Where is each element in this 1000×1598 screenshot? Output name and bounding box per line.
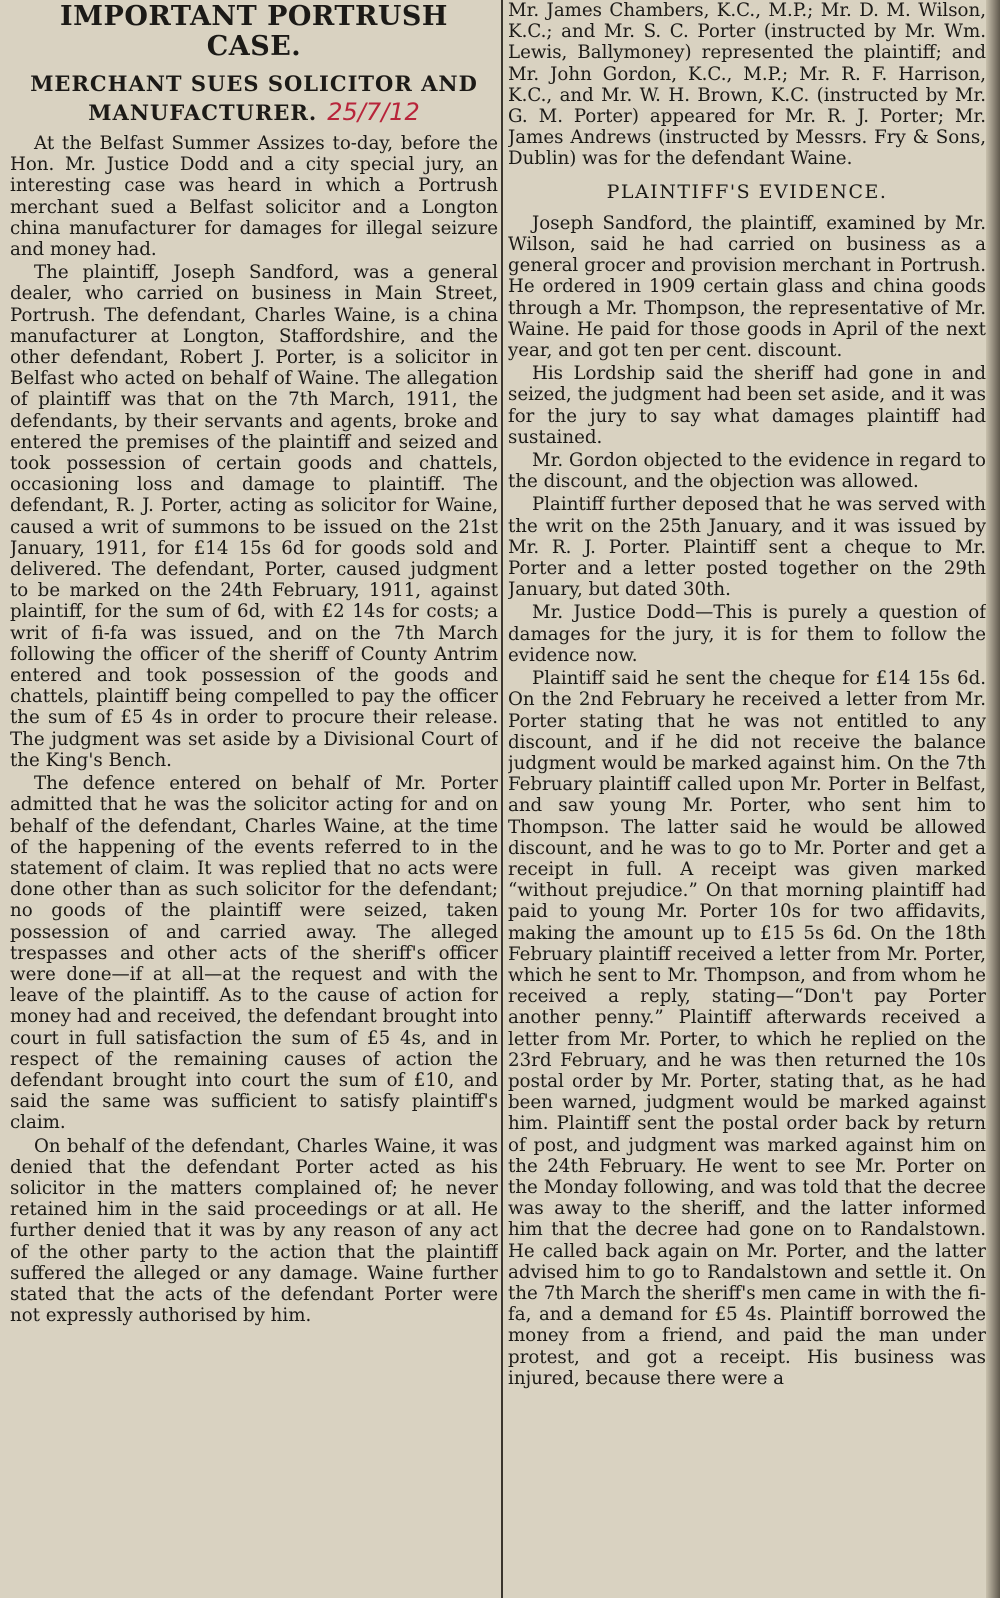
counsel-paragraph: Mr. James Chambers, K.C., M.P.; Mr. D. M. Wilson, K.C.; and Mr. S. C. Porter (instructed by Mr. Wm. Lewis, Ballymoney) represented the plaintiff; and Mr. John Gordon, K.C., M.P.; Mr. R. F. Harrison, K.C., and Mr. W. H. Brown, K.C. (instructed by Mr. G. M. Porter) appeared for Mr. R. J. Porter; Mr. James Andrews (instructed by Messrs. Fry & Sons, Dublin) was for the defendant Waine.: [508, 0, 986, 170]
article-paragraph: Plaintiff said he sent the cheque for £14 15s 6d. On the 2nd February he received a letter from Mr. Porter stating that he was not entitled to any discount, and if he did not receive the balance judgment would be marked against him. On the 7th February plaintiff called upon Mr. Porter in Belfast, and saw young Mr. Porter, who sent him to Thompson. The latter said he would be allowed discount, and he was to go to Mr. Porter and get a receipt in full. A receipt was given marked “without prejudice.” On that morning plaintiff had paid to young Mr. Porter 10s for two affidavits, making the amount up to £15 5s 6d. On the 18th February plaintiff received a letter from Mr. Porter, which he sent to Mr. Thompson, and from whom he received a reply, stating—“Don't pay Porter another penny.” Plaintiff afterwards received a letter from Mr. Porter, to which he replied on the 23rd February, and he was then returned the 10s postal order by Mr. Porter, stating that, as he had been warned, judgment would be marked against him. Plaintiff sent the postal order back by return of post, and judgment was marked against him on the 24th February. He went to see Mr. Porter on the Monday following, and was told that the decree was away to the sheriff, and the latter informed him that the decree had gone on to Randalstown. He called back again on Mr. Porter, and the latter advised him to go to Randalstown and settle it. On the 7th March the sheriff's men came in with the fi-fa, and a demand for £5 4s. Plaintiff borrowed the money from a friend, and paid the man under protest, and got a receipt. His business was injured, because there were a: [508, 668, 986, 1389]
headline: IMPORTANT PORTRUSH CASE.: [60, 1, 448, 62]
subheadline-line-2: [10, 98, 498, 127]
article-paragraph: At the Belfast Summer Assizes to-day, before the Hon. Mr. Justice Dodd and a city special jury, an interesting case was heard in which a Portrush merchant sued a Belfast solicitor and a Longton china manufacturer for damages for illegal seizure and money had.: [10, 133, 498, 261]
right-column: [508, 0, 986, 1598]
article-paragraph: Plaintiff further deposed that he was served with the writ on the 25th January, and it was issued by Mr. R. J. Porter. Plaintiff sent a cheque to Mr. Porter and a letter posted together on the 29th January, but dated 30th.: [508, 494, 986, 601]
paper-edge-shadow: [986, 0, 1000, 1598]
handwritten-date: 25/7/12: [327, 98, 420, 126]
article-paragraph: Joseph Sandford, the plaintiff, examined by Mr. Wilson, said he had carried on business as a general grocer and provision merchant in Portrush. He ordered in 1909 certain glass and china goods through a Mr. Thompson, the representative of Mr. Waine. He paid for those goods in April of the next year, and got ten per cent. discount.: [508, 212, 986, 362]
left-column: [10, 0, 498, 1598]
column-divider: [501, 0, 503, 1598]
subheadline-line-2-text: MANUFACTURER.: [88, 100, 318, 125]
article-paragraph: Mr. Gordon objected to the evidence in regard to the discount, and the objection was allowed.: [508, 450, 986, 493]
section-heading: PLAINTIFF'S EVIDENCE.: [606, 180, 888, 203]
article-paragraph: The defence entered on behalf of Mr. Porter admitted that he was the solicitor acting for and on behalf of the defendant, Charles Waine, at the time of the happening of the events referred to in the statement of claim. It was replied that no acts were done other than as such solicitor for the defendant; no goods of the plaintiff were seized, taken possession of and carried away. The alleged trespasses and other acts of the sheriff's officer were done—if at all—at the request and with the leave of the plaintiff. As to the cause of action for money had and received, the defendant brought into court in full satisfaction the sum of £5 4s, and in respect of the remaining causes of action the defendant brought into court the sum of £10, and said the same was sufficient to satisfy plaintiff's claim.: [10, 773, 498, 1134]
article-paragraph: On behalf of the defendant, Charles Waine, it was denied that the defendant Porter acted as his solicitor in the matters complained of; he never retained him in the said proceedings or at all. He further denied that it was by any reason of any act of the other party to the action that the plaintiff suffered the alleged or any damage. Waine further stated that the acts of the defendant Porter were not expressly authorised by him.: [10, 1135, 498, 1327]
subheadline-line-1: MERCHANT SUES SOLICITOR AND: [30, 71, 478, 96]
subheadline: [10, 70, 498, 127]
article-paragraph: The plaintiff, Joseph Sandford, was a general dealer, who carried on business in Main Street, Portrush. The defendant, Charles Waine, is a china manufacturer at Longton, Staffordshire, and the other defendant, Robert J. Porter, is a solicitor in Belfast who acted on behalf of Waine. The allegation of plaintiff was that on the 7th March, 1911, the defendants, by their servants and agents, broke and entered the premises of the plaintiff and seized and took possession of certain goods and chattels, occasioning loss and damage to plaintiff. The defendant, R. J. Porter, acting as solicitor for Waine, caused a writ of summons to be issued on the 21st January, 1911, for £14 15s 6d for goods sold and delivered. The defendant, Porter, caused judgment to be marked on the 24th February, 1911, against plaintiff, for the sum of 6d, with £2 14s for costs; a writ of fi-fa was issued, and on the 7th March following the officer of the sheriff of County Antrim entered and took possession of the goods and chattels, plaintiff being compelled to pay the officer the sum of £5 4s in order to procure their release. The judgment was set aside by a Divisional Court of the King's Bench.: [10, 262, 498, 771]
article-paragraph: His Lordship said the sheriff had gone in and seized, the judgment had been set aside, and it was for the jury to say what damages plaintiff had sustained.: [508, 363, 986, 448]
article-paragraph: Mr. Justice Dodd—This is purely a question of damages for the jury, it is for them to follow the evidence now.: [508, 602, 986, 666]
